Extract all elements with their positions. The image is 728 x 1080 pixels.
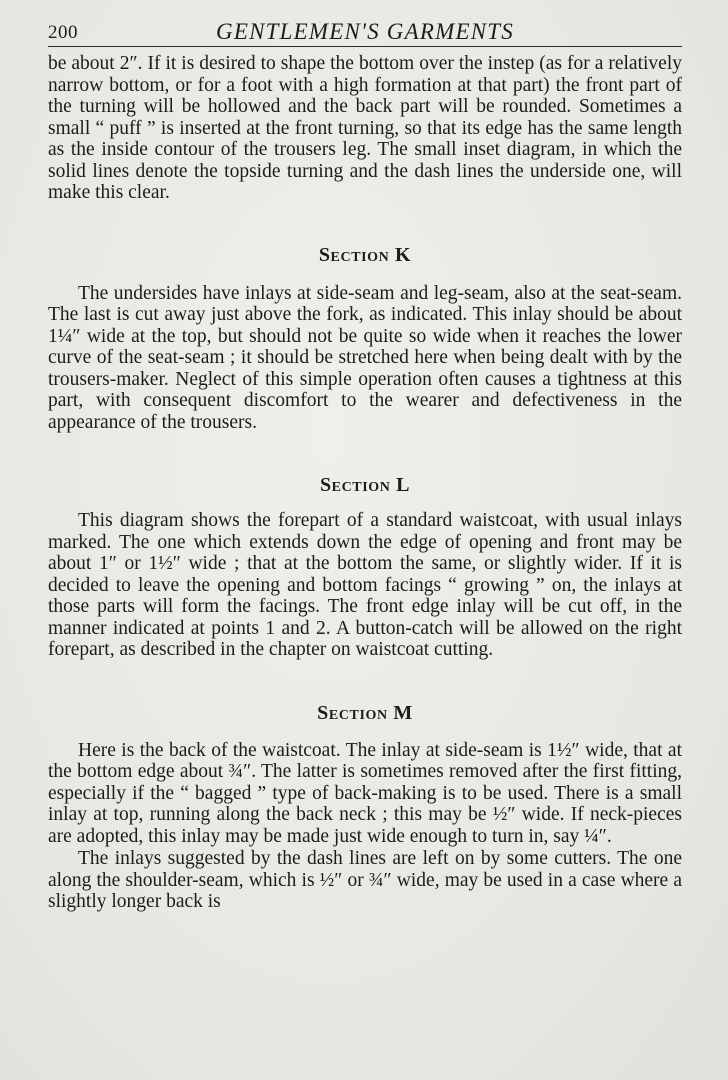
section-l-paragraph: This diagram shows the forepart of a standard waistcoat, with usual inlays marked. The one which extends down the edge of opening and front may be about 1″ or 1½″ wide ; that at the bottom the same, or slightly wider. If it is decided to leave the opening and bottom facings “ growing ” on, the inlays at those parts will form the facings. The front edge inlay will be cut off, in the manner indicated at points 1 and 2. A button-catch will be allowed on the right forepart, as described in the chapter on waistcoat cutting. <box>48 510 682 660</box>
page-number: 200 <box>48 22 78 43</box>
section-m-paragraph-1: Here is the back of the waistcoat. The inlay at side-seam is 1½″ wide, that at the bottom edge about ¾″. The latter is sometimes removed after the first fitting, especially if the “ bagged ” type of back-making is to be used. There is a small inlay at top, running along the back neck ; this may be ½″ wide. If neck-pieces are adopted, this inlay may be made just wide enough to turn in, say ¼″. <box>48 739 682 847</box>
body-text <box>48 53 682 913</box>
running-head: GENTLEMEN'S GARMENTS <box>216 19 514 44</box>
section-m-paragraph-2: The inlays suggested by the dash lines are left on by some cutters. The one along the shoulder-seam, which is ½″ or ¾″ wide, may be used in a case where a slightly longer back is <box>48 848 682 912</box>
section-k-paragraph: The undersides have inlays at side-seam and leg-seam, also at the seat-seam. The last is cut away just above the fork, as indicated. This inlay should be about 1¼″ wide at the top, but should not be quite so wide when it reaches the lower curve of the seat-seam ; it should be stretched here when being dealt with by the trousers-maker. Neglect of this simple operation often causes a tightness at this part, with consequent discomfort to the wearer and defectiveness in the appearance of the trousers. <box>48 282 682 433</box>
section-l-heading: Section L <box>319 474 411 496</box>
section-m-heading: Section M <box>317 701 413 724</box>
section-k-heading: Section K <box>318 243 412 266</box>
page-header <box>48 18 682 47</box>
intro-paragraph: be about 2″. If it is desired to shape the bottom over the instep (as for a relatively narrow bottom, or for a foot with a high formation at that part) the front part of the turning will be hollowed and the back part will be rounded. Sometimes a small “ puff ” is inserted at the front turning, so that its edge has the same length as the inside contour of the trousers leg. The small inset diagram, in which the solid lines denote the topside turning and the dash lines the underside one, will make this clear. <box>48 53 682 203</box>
